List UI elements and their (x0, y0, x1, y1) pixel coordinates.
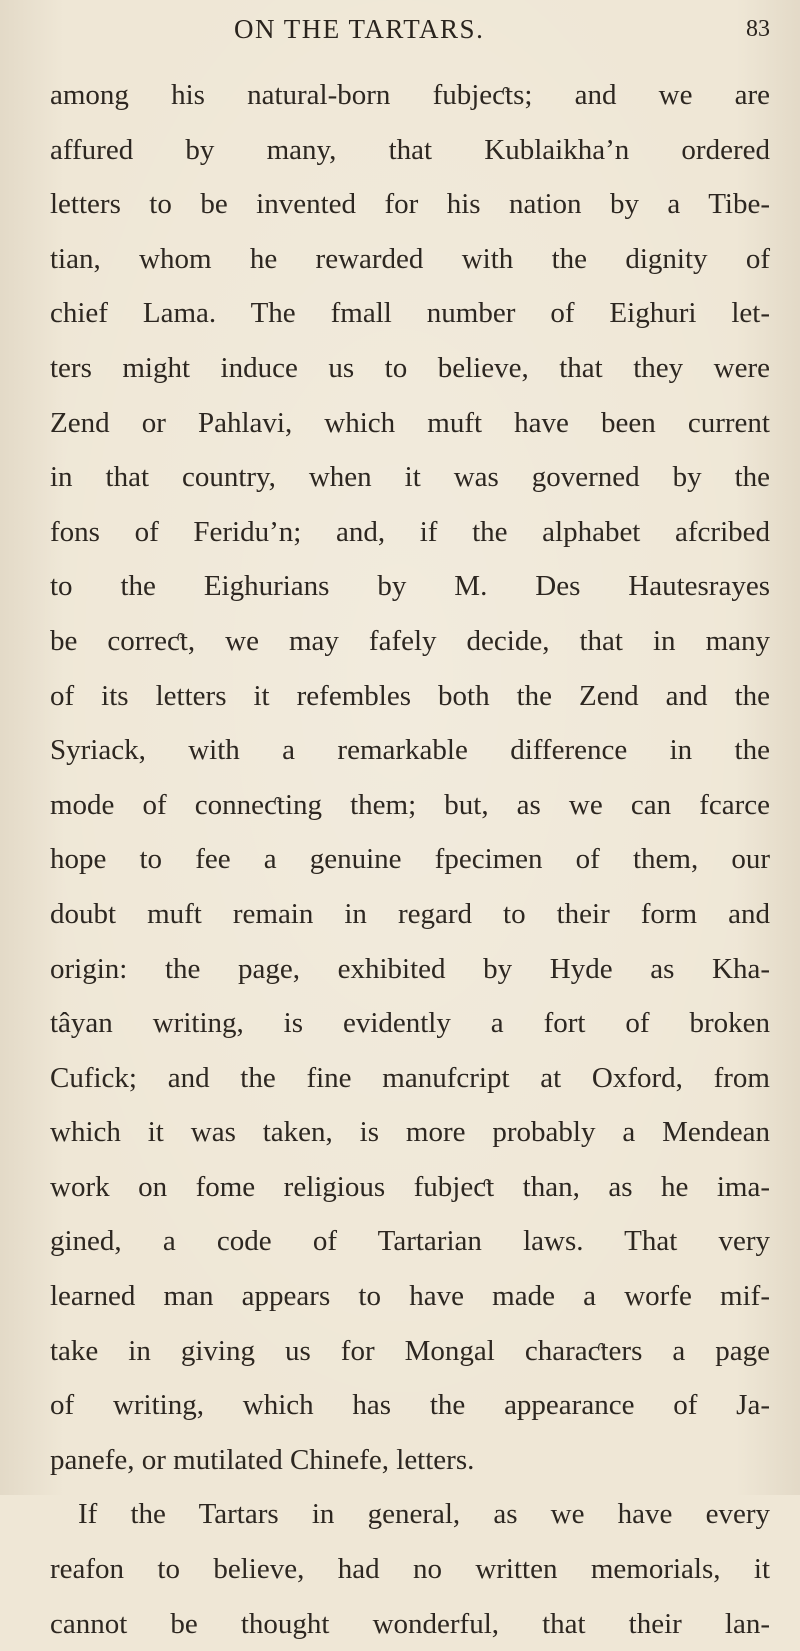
text-line: reafon to believe, had no written memorials, it (50, 1553, 770, 1586)
text-line: ters might induce us to believe, that they were (50, 351, 770, 384)
text-line: mode of conneƈting them; but, as we can fcarce (50, 788, 770, 821)
text-line: tian, whom he rewarded with the dignity of (50, 242, 770, 275)
paragraph-end-line: panefe, or mutilated Chinefe, letters. (50, 1443, 475, 1476)
text-line: Syriack, with a remarkable difference in the (50, 734, 770, 767)
text-line: tâyan writing, is evidently a fort of broken (50, 1007, 770, 1040)
text-line: Cufick; and the fine manufcript at Oxford, from (50, 1061, 770, 1094)
text-line: of writing, which has the appearance of Ja- (50, 1389, 770, 1422)
text-line: of its letters it refembles both the Zend and the (50, 679, 770, 712)
text-line: origin: the page, exhibited by Hyde as Kha- (50, 952, 770, 985)
text-line: fons of Feridu’n; and, if the alphabet afcribed (50, 515, 770, 548)
text-line: letters to be invented for his nation by a Tibe- (50, 188, 770, 221)
text-line: learned man appears to have made a worfe mif- (50, 1280, 770, 1313)
page-number: 83 (746, 16, 770, 42)
text-line: hope to fee a genuine fpecimen of them, our (50, 843, 770, 876)
running-head-title: ON THE TARTARS. (234, 14, 485, 44)
paragraph-start-line: If the Tartars in general, as we have every (78, 1498, 770, 1531)
text-line: doubt muft remain in regard to their form and (50, 897, 770, 930)
text-line: to the Eighurians by M. Des Hautesrayes (50, 570, 770, 603)
text-line: which it was taken, is more probably a Mendean (50, 1116, 770, 1149)
text-line: in that country, when it was governed by the (50, 461, 770, 494)
text-line: be correƈt, we may fafely decide, that in many (50, 624, 770, 657)
running-head (0, 4, 800, 64)
text-line: chief Lama. The fmall number of Eighuri let- (50, 297, 770, 330)
text-line: cannot be thought wonderful, that their lan- (50, 1607, 770, 1640)
text-line: gined, a code of Tartarian laws. That very (50, 1225, 770, 1258)
text-line: work on fome religious fubjeƈt than, as he ima- (50, 1170, 770, 1203)
text-line: take in giving us for Mongal charaƈters a page (50, 1334, 770, 1367)
text-line: Zend or Pahlavi, which muft have been current (50, 406, 770, 439)
text-line: affured by many, that Kublaikha’n ordered (50, 133, 770, 166)
body-text (50, 68, 770, 1651)
text-line: among his natural-born fubjeƈts; and we are (50, 79, 770, 111)
